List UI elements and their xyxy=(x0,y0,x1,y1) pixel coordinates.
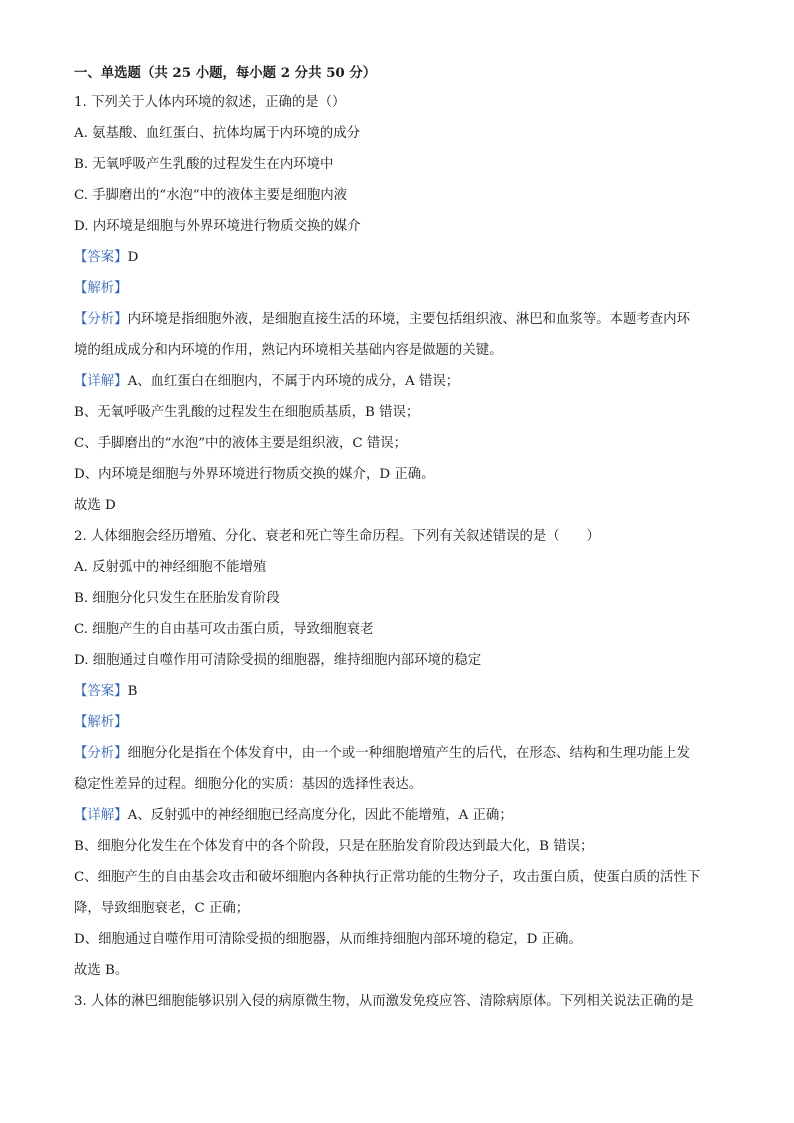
answer-value: D xyxy=(127,250,139,265)
question-2-stem: 2. 人体细胞会经历增殖、分化、衰老和死亡等生命历程。下列有关叙述错误的是（ ） xyxy=(74,529,600,544)
fenxi-label: 【分析】 xyxy=(74,746,128,761)
question-2-option-c: C. 细胞产生的自由基可攻击蛋白质，导致细胞衰老 xyxy=(74,622,374,637)
fenxi-text: 细胞分化是指在个体发育中，由一个或一种细胞增殖产生的后代，在形态、结构和生理功能上发 xyxy=(127,746,690,761)
analysis-label: 【解析】 xyxy=(74,715,128,730)
question-1-analysis xyxy=(74,280,734,298)
question-2-answer xyxy=(74,683,734,701)
question-1-stem: 1. 下列关于人体内环境的叙述，正确的是（） xyxy=(74,95,346,110)
question-2-conclusion: 故选 B。 xyxy=(74,963,129,978)
question-2-xiangjie-line-1 xyxy=(74,807,734,825)
question-2-option-a: A. 反射弧中的神经细胞不能增殖 xyxy=(74,560,267,575)
question-1-option-d: D. 内环境是细胞与外界环境进行物质交换的媒介 xyxy=(74,219,361,234)
question-1-xiangjie-line-4: D、内环境是细胞与外界环境进行物质交换的媒介，D 正确。 xyxy=(74,467,435,482)
question-2-fenxi-line-1 xyxy=(74,745,734,763)
question-2-analysis xyxy=(74,714,734,732)
question-1-answer xyxy=(74,249,734,267)
answer-label: 【答案】 xyxy=(74,250,128,265)
question-1-fenxi-line-1 xyxy=(74,311,734,329)
xiangjie-text: A、血红蛋白在细胞内，不属于内环境的成分，A 错误； xyxy=(127,374,460,389)
question-1-option-c: C. 手脚磨出的“水泡”中的液体主要是细胞内液 xyxy=(74,188,348,203)
question-3-stem: 3. 人体的淋巴细胞能够识别入侵的病原微生物，从而激发免疫应答、清除病原体。下列相关说法正确的是 xyxy=(74,994,694,1009)
xiangjie-text: A、反射弧中的神经细胞已经高度分化，因此不能增殖，A 正确； xyxy=(127,808,513,823)
question-1-xiangjie-line-1 xyxy=(74,373,734,391)
question-1-option-a: A. 氨基酸、血红蛋白、抗体均属于内环境的成分 xyxy=(74,126,360,141)
question-1-xiangjie-line-2: B、无氧呼吸产生乳酸的过程发生在细胞质基质，B 错误； xyxy=(74,405,420,420)
question-1-option-b: B. 无氧呼吸产生乳酸的过程发生在内环境中 xyxy=(74,157,334,172)
question-2-xiangjie-line-2: B、细胞分化发生在个体发育中的各个阶段，只是在胚胎发育阶段达到最大化，B 错误； xyxy=(74,839,594,854)
fenxi-label: 【分析】 xyxy=(74,312,128,327)
question-2-xiangjie-line-3: C、细胞产生的自由基会攻击和破坏细胞内各种执行正常功能的生物分子，攻击蛋白质，使蛋白质的活性下 xyxy=(74,870,701,885)
answer-label: 【答案】 xyxy=(74,684,128,699)
question-2-xiangjie-line-4: 降，导致细胞衰老，C 正确； xyxy=(74,901,250,916)
answer-value: B xyxy=(127,684,138,699)
xiangjie-label: 【详解】 xyxy=(74,808,128,823)
question-1-fenxi-line-2: 境的组成成分和内环境的作用，熟记内环境相关基础内容是做题的关键。 xyxy=(74,343,503,358)
analysis-label: 【解析】 xyxy=(74,281,128,296)
question-2-fenxi-line-2: 稳定性差异的过程。细胞分化的实质：基因的选择性表达。 xyxy=(74,777,423,792)
question-1-conclusion: 故选 D xyxy=(74,498,116,513)
question-2-option-b: B. 细胞分化只发生在胚胎发育阶段 xyxy=(74,591,280,606)
question-2-option-d: D. 细胞通过自噬作用可清除受损的细胞器，维持细胞内部环境的稳定 xyxy=(74,653,482,668)
fenxi-text: 内环境是指细胞外液，是细胞直接生活的环境，主要包括组织液、淋巴和血浆等。本题考查内环 xyxy=(127,312,690,327)
question-1-xiangjie-line-3: C、手脚磨出的“水泡”中的液体主要是组织液，C 错误； xyxy=(74,436,408,451)
section-heading: 一、单选题（共 25 小题，每小题 2 分共 50 分） xyxy=(74,65,377,81)
question-2-xiangjie-line-5: D、细胞通过自噬作用可清除受损的细胞器，从而维持细胞内部环境的稳定，D 正确。 xyxy=(74,932,582,947)
xiangjie-label: 【详解】 xyxy=(74,374,128,389)
